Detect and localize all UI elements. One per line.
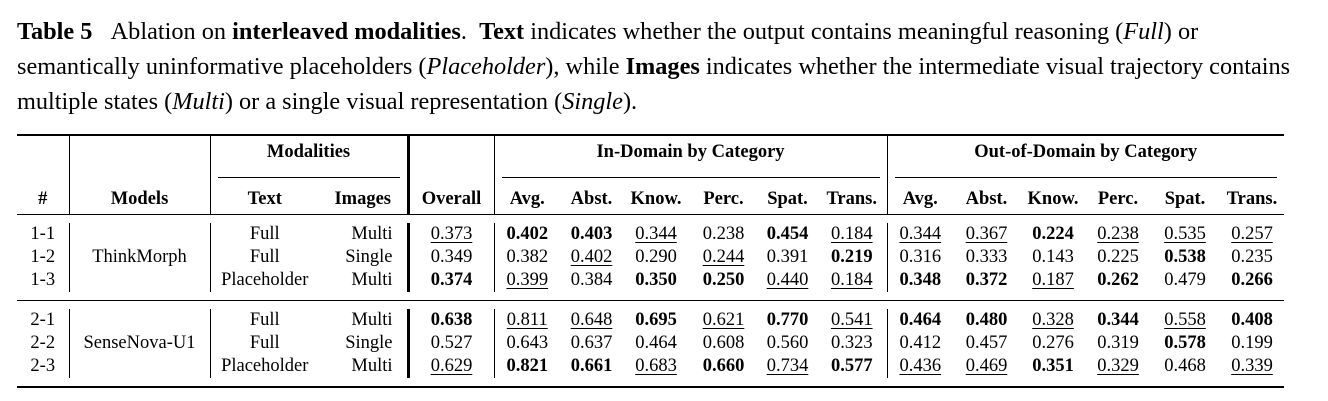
row-id: 2-3	[30, 356, 56, 376]
score-value: 0.480	[965, 310, 1008, 330]
score-value: 0.440	[766, 270, 809, 290]
score-value: 0.344	[1097, 310, 1139, 330]
score-value: 0.257	[1231, 224, 1273, 244]
caption-text: ) or semantically uninformative placeholders (	[17, 18, 1199, 80]
score-cell	[689, 355, 758, 378]
row-id: 1-3	[30, 270, 56, 290]
score-value: 0.412	[899, 333, 942, 353]
score-cell	[623, 355, 689, 378]
images-cell: Multi	[351, 270, 393, 290]
score-cell	[560, 355, 623, 378]
out-col-header: Know.	[1027, 188, 1079, 209]
in-col-header: Trans.	[826, 188, 878, 209]
caption-bold: Images	[625, 53, 700, 80]
score-cell	[758, 309, 817, 332]
score-value: 0.244	[702, 247, 745, 267]
score-cell	[953, 355, 1020, 378]
score-cell	[1020, 309, 1086, 332]
score-value: 0.339	[1231, 356, 1273, 376]
score-cell	[953, 269, 1020, 292]
score-value: 0.187	[1032, 270, 1074, 290]
score-cell	[817, 355, 887, 378]
score-value: 0.374	[430, 270, 473, 290]
score-value: 0.535	[1164, 224, 1206, 244]
row-id: 1-1	[30, 224, 56, 244]
score-value: 0.224	[1032, 224, 1074, 244]
score-cell	[1020, 269, 1086, 292]
score-cell	[1086, 223, 1150, 246]
modalities-header: Modalities	[210, 136, 408, 184]
score-cell	[758, 332, 817, 355]
score-cell	[887, 223, 953, 246]
score-value: 0.316	[899, 247, 942, 267]
score-value: 0.683	[635, 356, 677, 376]
score-value: 0.577	[830, 356, 873, 376]
text-cell: Full	[210, 309, 319, 332]
caption-bold: Text	[479, 18, 525, 45]
score-value: 0.541	[830, 310, 873, 330]
score-cell	[1150, 269, 1220, 292]
score-cell	[623, 269, 689, 292]
model-name: SenseNova-U1	[69, 309, 210, 378]
score-value: 0.538	[1164, 247, 1206, 267]
caption-italic: Full	[1123, 18, 1164, 45]
score-cell	[758, 246, 817, 269]
score-cell	[689, 246, 758, 269]
score-value: 0.695	[635, 310, 677, 330]
score-cell	[1020, 355, 1086, 378]
score-cell	[1220, 355, 1284, 378]
score-value: 0.238	[702, 224, 745, 244]
score-cell	[1220, 269, 1284, 292]
score-value: 0.199	[1231, 333, 1273, 353]
score-cell	[953, 246, 1020, 269]
score-cell	[494, 355, 560, 378]
score-cell	[1220, 246, 1284, 269]
score-cell	[887, 309, 953, 332]
score-cell	[560, 309, 623, 332]
score-cell	[887, 355, 953, 378]
caption-italic: Single	[562, 88, 623, 115]
images-header: Images	[334, 188, 392, 209]
caption-text: ).	[622, 88, 638, 115]
score-value: 0.238	[1097, 224, 1139, 244]
score-value: 0.344	[635, 224, 677, 244]
score-value: 0.382	[506, 247, 549, 267]
out-col-header: Trans.	[1226, 188, 1278, 209]
row-id: 1-2	[30, 247, 56, 267]
score-cell	[887, 269, 953, 292]
score-cell	[953, 332, 1020, 355]
score-cell	[758, 223, 817, 246]
score-value: 0.436	[899, 356, 942, 376]
images-cell: Multi	[351, 356, 393, 376]
model-name: ThinkMorph	[69, 223, 210, 292]
score-cell	[887, 246, 953, 269]
score-cell	[1020, 223, 1086, 246]
score-value: 0.399	[506, 270, 549, 290]
score-value: 0.328	[1032, 310, 1074, 330]
score-cell	[887, 332, 953, 355]
models-header: Models	[69, 184, 210, 215]
score-value: 0.454	[766, 224, 809, 244]
score-value: 0.373	[430, 224, 473, 244]
score-cell	[1086, 269, 1150, 292]
score-value: 0.250	[702, 270, 745, 290]
text-cell: Placeholder	[210, 269, 319, 292]
in-col-header: Spat.	[767, 188, 808, 209]
score-cell	[953, 223, 1020, 246]
score-value: 0.734	[766, 356, 809, 376]
score-value: 0.319	[1097, 333, 1139, 353]
score-value: 0.770	[766, 310, 809, 330]
score-value: 0.560	[766, 333, 809, 353]
score-value: 0.402	[506, 224, 549, 244]
caption-text: Ablation on	[110, 18, 233, 45]
overall-cell	[408, 223, 494, 246]
out-col-header: Abst.	[965, 188, 1008, 209]
score-value: 0.225	[1097, 247, 1139, 267]
score-value: 0.333	[965, 247, 1008, 267]
score-cell	[623, 332, 689, 355]
score-value: 0.184	[830, 224, 873, 244]
caption-label: Table 5	[17, 18, 93, 45]
out-col-header: Avg.	[887, 184, 953, 215]
score-value: 0.637	[570, 333, 613, 353]
caption-text: .	[460, 18, 474, 45]
score-cell	[758, 269, 817, 292]
images-cell: Single	[345, 333, 393, 353]
score-cell	[1150, 223, 1220, 246]
caption-text: indicates whether the intermediate visual trajectory contains multiple states (	[17, 53, 1291, 115]
in-col-header: Perc.	[703, 188, 744, 209]
score-value: 0.643	[506, 333, 549, 353]
text-header: Text	[210, 184, 319, 215]
score-cell	[1020, 246, 1086, 269]
score-value: 0.290	[635, 247, 677, 267]
score-cell	[494, 309, 560, 332]
score-value: 0.468	[1164, 356, 1206, 376]
score-cell	[1086, 246, 1150, 269]
score-cell	[689, 223, 758, 246]
score-cell	[494, 223, 560, 246]
header-row-2	[17, 184, 1284, 215]
score-value: 0.184	[830, 270, 873, 290]
score-value: 0.219	[830, 247, 873, 267]
in-domain-header: In-Domain by Category	[494, 136, 887, 184]
header-row-1	[17, 136, 1284, 184]
score-value: 0.143	[1032, 247, 1074, 267]
row-id: 2-1	[30, 310, 56, 330]
score-cell	[1086, 332, 1150, 355]
text-cell: Full	[210, 223, 319, 246]
overall-cell	[408, 355, 494, 378]
num-header: #	[38, 188, 48, 209]
out-col-header: Spat.	[1164, 188, 1206, 209]
score-cell	[817, 246, 887, 269]
score-cell	[689, 309, 758, 332]
score-value: 0.527	[430, 333, 473, 353]
text-cell: Placeholder	[210, 355, 319, 378]
score-cell	[1150, 309, 1220, 332]
score-value: 0.276	[1032, 333, 1074, 353]
score-cell	[623, 309, 689, 332]
score-value: 0.661	[570, 356, 613, 376]
score-value: 0.235	[1231, 247, 1273, 267]
out-domain-header: Out-of-Domain by Category	[887, 136, 1284, 184]
score-cell	[560, 246, 623, 269]
score-value: 0.578	[1164, 333, 1206, 353]
images-cell: Single	[345, 247, 393, 267]
row-id: 2-2	[30, 333, 56, 353]
score-value: 0.469	[965, 356, 1008, 376]
caption-text: ), while	[545, 53, 626, 80]
in-col-header: Abst.	[570, 188, 613, 209]
score-value: 0.811	[506, 310, 548, 330]
caption-italic: Placeholder	[426, 53, 546, 80]
score-cell	[560, 269, 623, 292]
caption-italic: Multi	[172, 88, 225, 115]
out-col-header: Perc.	[1097, 188, 1139, 209]
score-cell	[623, 246, 689, 269]
ablation-table	[17, 134, 1284, 388]
score-value: 0.479	[1164, 270, 1206, 290]
score-cell	[494, 332, 560, 355]
score-value: 0.266	[1231, 270, 1273, 290]
score-value: 0.457	[965, 333, 1008, 353]
score-value: 0.464	[899, 310, 942, 330]
score-value: 0.351	[1032, 356, 1074, 376]
score-cell	[1150, 332, 1220, 355]
caption-text: ) or a single visual representation (	[224, 88, 563, 115]
score-cell	[1150, 355, 1220, 378]
images-cell: Multi	[351, 224, 393, 244]
score-cell	[1020, 332, 1086, 355]
score-cell	[623, 223, 689, 246]
score-value: 0.262	[1097, 270, 1139, 290]
score-value: 0.348	[899, 270, 942, 290]
score-value: 0.367	[965, 224, 1008, 244]
score-cell	[1220, 332, 1284, 355]
score-cell	[560, 332, 623, 355]
score-cell	[1086, 355, 1150, 378]
score-value: 0.621	[702, 310, 745, 330]
score-value: 0.638	[430, 310, 473, 330]
score-cell	[494, 269, 560, 292]
score-cell	[1220, 309, 1284, 332]
score-cell	[494, 246, 560, 269]
score-value: 0.323	[830, 333, 873, 353]
score-cell	[560, 223, 623, 246]
score-value: 0.391	[766, 247, 809, 267]
overall-header: Overall	[408, 184, 494, 215]
score-value: 0.350	[635, 270, 677, 290]
table-row	[17, 309, 1284, 332]
in-col-header: Avg.	[494, 184, 560, 215]
text-cell: Full	[210, 332, 319, 355]
text-cell: Full	[210, 246, 319, 269]
score-cell	[953, 309, 1020, 332]
images-cell: Multi	[351, 310, 393, 330]
score-value: 0.372	[965, 270, 1008, 290]
score-cell	[1086, 309, 1150, 332]
score-value: 0.608	[702, 333, 745, 353]
score-value: 0.464	[635, 333, 677, 353]
overall-cell	[408, 269, 494, 292]
score-cell	[817, 332, 887, 355]
score-value: 0.408	[1231, 310, 1273, 330]
score-value: 0.558	[1164, 310, 1206, 330]
overall-cell	[408, 309, 494, 332]
overall-cell	[408, 332, 494, 355]
score-value: 0.648	[570, 310, 613, 330]
score-value: 0.402	[570, 247, 613, 267]
in-col-header: Know.	[630, 188, 682, 209]
score-value: 0.384	[570, 270, 613, 290]
score-value: 0.629	[430, 356, 473, 376]
score-cell	[817, 223, 887, 246]
score-cell	[1220, 223, 1284, 246]
score-value: 0.660	[702, 356, 745, 376]
score-value: 0.344	[899, 224, 942, 244]
score-cell	[1150, 246, 1220, 269]
score-value: 0.403	[570, 224, 613, 244]
score-value: 0.821	[506, 356, 549, 376]
score-value: 0.329	[1097, 356, 1139, 376]
overall-cell	[408, 246, 494, 269]
score-cell	[817, 269, 887, 292]
table-caption	[17, 14, 1317, 119]
score-cell	[817, 309, 887, 332]
score-cell	[689, 269, 758, 292]
table-row	[17, 223, 1284, 246]
score-cell	[689, 332, 758, 355]
score-cell	[758, 355, 817, 378]
score-value: 0.349	[430, 247, 473, 267]
caption-text: indicates whether the output contains meaningful reasoning (	[524, 18, 1124, 45]
caption-bold: interleaved modalities	[232, 18, 461, 45]
